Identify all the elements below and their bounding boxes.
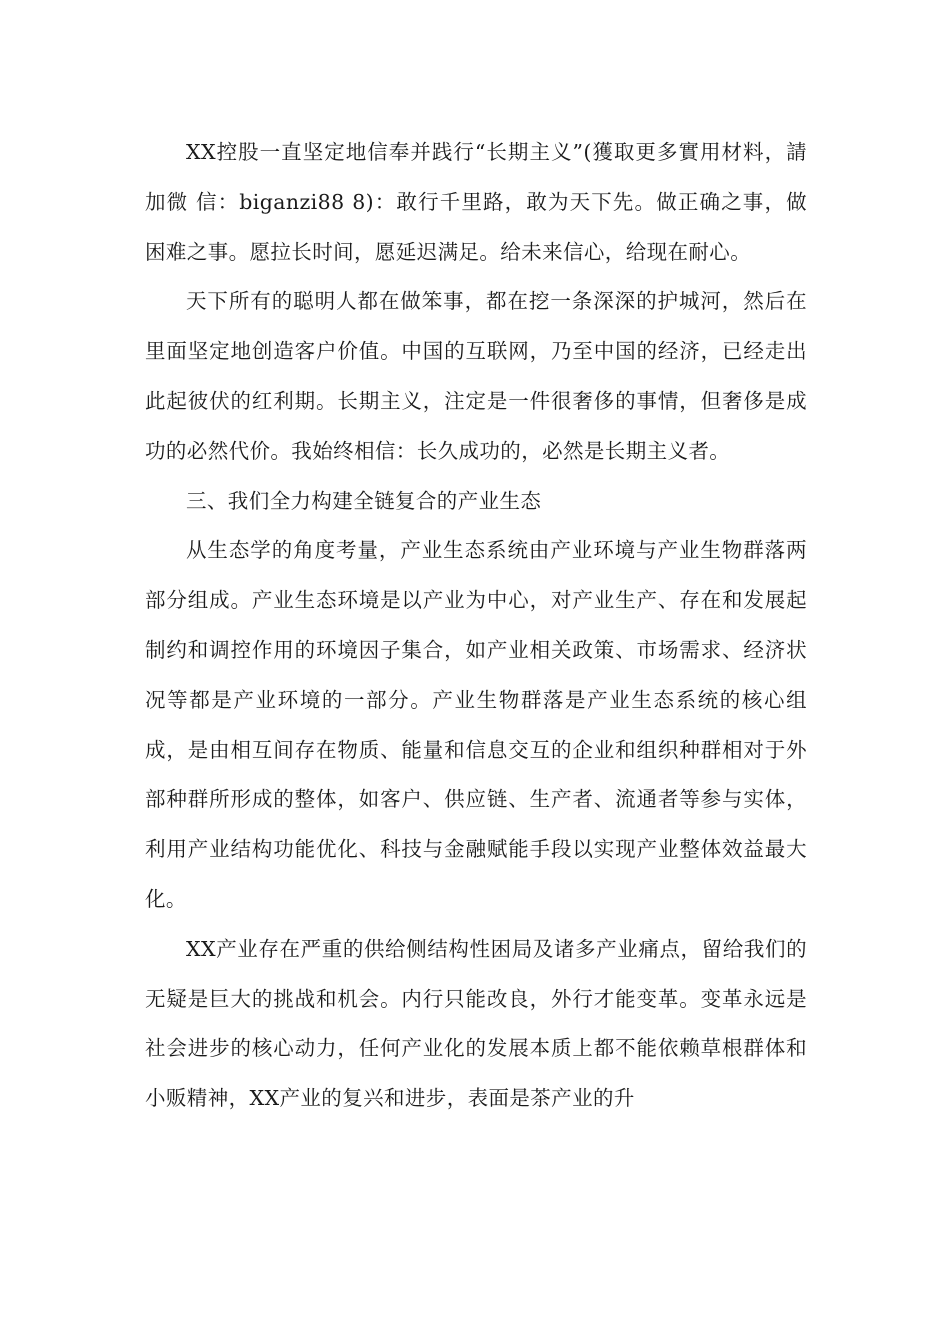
- document-body: [145, 128, 807, 1124]
- paragraph-industry-reform: XX产业存在严重的供给侧结构性困局及诸多产业痛点，留给我们的无疑是巨大的挑战和机会。内行只能改良，外行才能变革。变革永远是社会进步的核心动力，任何产业化的发展本质上都不能依赖草根群体和小贩精神，XX产业的复兴和进步，表面是茶产业的升: [145, 936, 807, 1111]
- section-heading: 三、我们全力构建全链复合的产业生态: [186, 488, 542, 513]
- paragraph-ecosystem: 从生态学的角度考量，产业生态系统由产业环境与产业生物群落两部分组成。产业生态环境是以产业为中心，对产业生产、存在和发展起制约和调控作用的环境因子集合，如产业相关政策、市场需求、经济状况等都是产业环境的一部分。产业生物群落是产业生态系统的核心组成，是由相互间存在物质、能量和信息交互的企业和组织种群相对于外部种群所形成的整体，如客户、供应链、生产者、流通者等参与实体，利用产业结构功能优化、科技与金融赋能手段以实现产业整体效益最大化。: [145, 538, 807, 911]
- paragraph-moat: 天下所有的聪明人都在做笨事，都在挖一条深深的护城河，然后在里面坚定地创造客户价值。中国的互联网，乃至中国的经济，已经走出此起彼伏的红利期。长期主义，注定是一件很奢侈的事情，但奢侈是成功的必然代价。我始终相信：长久成功的，必然是长期主义者。: [145, 289, 807, 463]
- paragraph-long-termism: XX控股一直坚定地信奉并践行“长期主义”(獲取更多實用材料，請加微 信：biganzi88 8)：敢行千里路，敢为天下先。做正确之事，做困难之事。愿拉长时间，愿延迟满足。给未来信心，给现在耐心。: [145, 140, 807, 264]
